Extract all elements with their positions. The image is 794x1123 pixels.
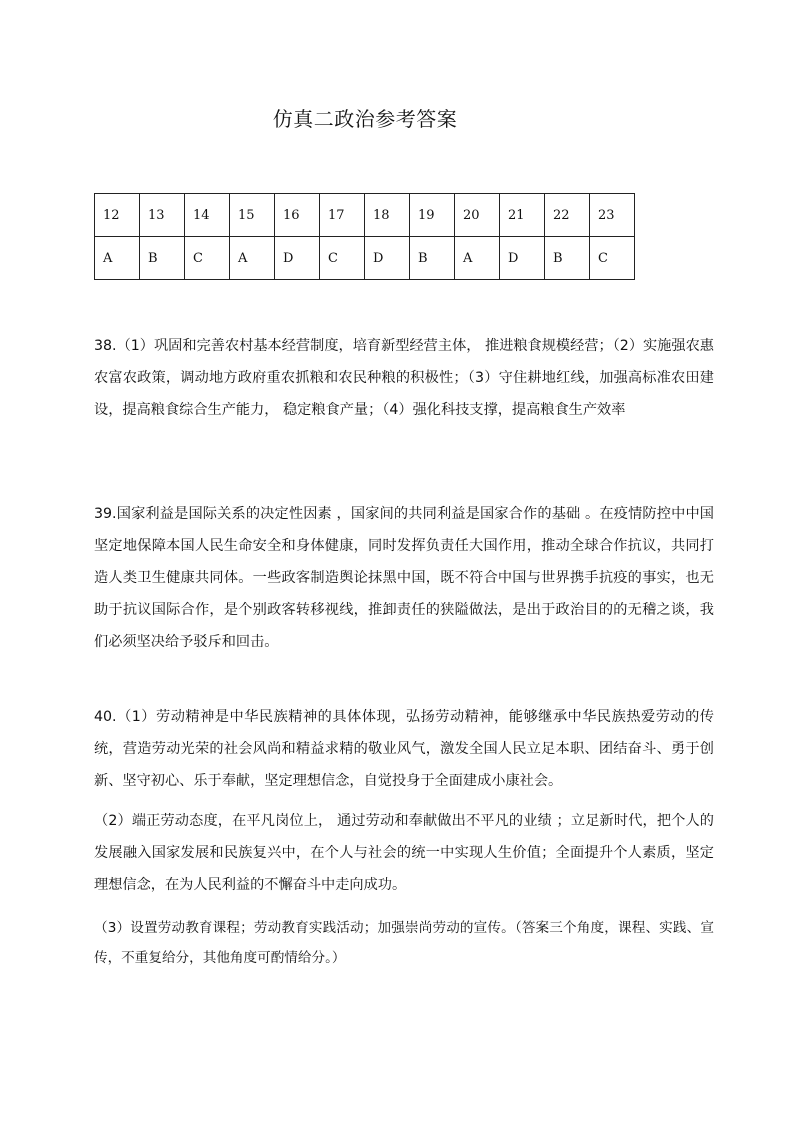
answer-cell: B xyxy=(140,237,185,280)
answer-cell: C xyxy=(590,237,635,280)
answer-cell: A xyxy=(455,237,500,280)
answer-table xyxy=(94,193,635,280)
answer-38: 38.（1）巩固和完善农村基本经营制度，培育新型经营主体， 推进粮食规模经营；（2）实施强农惠农富农政策，调动地方政府重农抓粮和农民种粮的积极性；（3）守住耕地红线，加强高标准农田建设，提高粮食综合生产能力， 稳定粮食产量；（4）强化科技支撑，提高粮食生产效率 xyxy=(94,338,714,418)
question-number-cell: 12 xyxy=(95,194,140,237)
answer-table-answer-row xyxy=(95,237,635,280)
answer-39: 39.国家利益是国际关系的决定性因素 ，国家间的共同利益是国家合作的基础 。在疫情防控中中国坚定地保障本国人民生命安全和身体健康，同时发挥负责任大国作用，推动全球合作抗议，共同打造人类卫生健康共同体。一些政客制造舆论抹黑中国，既不符合中国与世界携手抗疫的事实，也无助于抗议国际合作，是个别政客转移视线，推卸责任的狭隘做法，是出于政治目的的无稽之谈，我们必须坚决给予驳斥和回击。 xyxy=(94,506,714,650)
answer-cell: A xyxy=(230,237,275,280)
question-number-cell: 15 xyxy=(230,194,275,237)
answer-table-number-row xyxy=(95,194,635,237)
page-title: 仿真二政治参考答案 xyxy=(272,107,458,131)
question-number-cell: 22 xyxy=(545,194,590,237)
answer-cell: A xyxy=(95,237,140,280)
answer-cell: B xyxy=(410,237,455,280)
question-number-cell: 19 xyxy=(410,194,455,237)
answer-cell: D xyxy=(365,237,410,280)
answer-40-part-3: （3）设置劳动教育课程；劳动教育实践活动；加强崇尚劳动的宣传。（答案三个角度，课程、实践、宣传，不重复给分，其他角度可酌情给分。） xyxy=(94,920,714,966)
question-number-cell: 16 xyxy=(275,194,320,237)
question-number-cell: 23 xyxy=(590,194,635,237)
answer-cell: B xyxy=(545,237,590,280)
answer-cell: C xyxy=(320,237,365,280)
answer-cell: D xyxy=(275,237,320,280)
question-number-cell: 20 xyxy=(455,194,500,237)
question-number-cell: 14 xyxy=(185,194,230,237)
answer-40-part-1: 40.（1）劳动精神是中华民族精神的具体体现，弘扬劳动精神，能够继承中华民族热爱劳动的传统，营造劳动光荣的社会风尚和精益求精的敬业风气，激发全国人民立足本职、团结奋斗、勇于创新、坚守初心、乐于奉献，坚定理想信念，自觉投身于全面建成小康社会。 xyxy=(94,709,714,789)
question-number-cell: 13 xyxy=(140,194,185,237)
question-number-cell: 17 xyxy=(320,194,365,237)
answer-40-part-2: （2）端正劳动态度，在平凡岗位上， 通过劳动和奉献做出不平凡的业绩 ；立足新时代，把个人的发展融入国家发展和民族复兴中，在个人与社会的统一中实现人生价值；全面提升个人素质，坚定理想信念，在为人民利益的不懈奋斗中走向成功。 xyxy=(94,813,714,893)
answer-cell: D xyxy=(500,237,545,280)
question-number-cell: 21 xyxy=(500,194,545,237)
answer-cell: C xyxy=(185,237,230,280)
question-number-cell: 18 xyxy=(365,194,410,237)
